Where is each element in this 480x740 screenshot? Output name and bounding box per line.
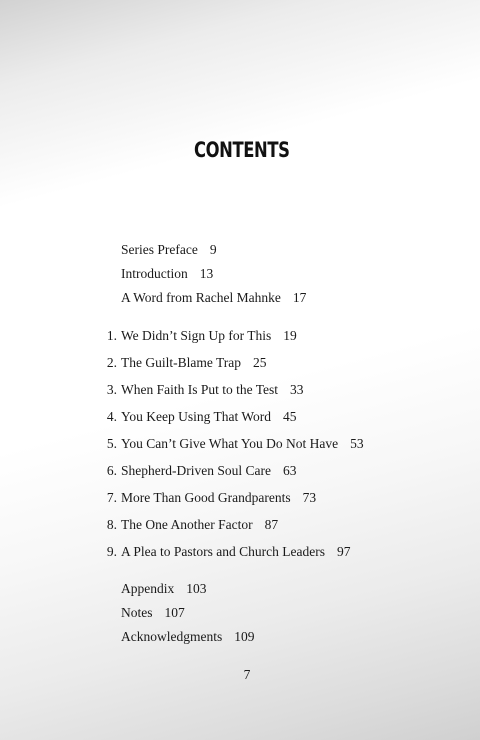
toc-entry-page: 19: [283, 328, 297, 343]
toc-entry-page: 53: [350, 436, 364, 451]
toc-entry-page: 107: [164, 605, 185, 620]
toc-entry-page: 109: [234, 629, 255, 644]
toc-entry-title: More Than Good Grandparents 73: [121, 490, 317, 505]
toc-entry-page: 17: [292, 290, 307, 305]
chapter-number: 2.: [106, 355, 117, 370]
toc-entry-title: Appendix 103: [121, 581, 207, 596]
toc-entry-page: 73: [302, 490, 317, 505]
chapter-number: 7.: [106, 490, 117, 505]
page-number: 7: [243, 667, 251, 682]
page-title: CONTENTS: [193, 138, 290, 162]
chapter-number: 8.: [106, 517, 117, 532]
toc-entry-title: You Keep Using That Word 45: [121, 409, 297, 424]
chapter-number: 3.: [106, 382, 117, 397]
toc-entry-page: 97: [336, 544, 351, 559]
toc-entry-title: A Word from Rachel Mahnke 17: [121, 290, 307, 305]
toc-entry-title: Acknowledgments 109: [121, 629, 255, 644]
toc-entry-title: Series Preface 9: [121, 242, 217, 257]
chapter-number: 6.: [106, 463, 117, 478]
chapter-number: 5.: [106, 436, 117, 451]
toc-entry-title: Introduction 13: [121, 266, 214, 281]
toc-entry-page: 63: [282, 463, 297, 478]
toc-entry-title: When Faith Is Put to the Test 33: [121, 382, 304, 397]
toc-entry-title: We Didn’t Sign Up for This 19: [121, 328, 297, 343]
toc-entry-page: 87: [264, 517, 279, 532]
toc-entry-title: You Can’t Give What You Do Not Have 53: [121, 436, 364, 451]
toc-entry-title: The Guilt-Blame Trap 25: [121, 355, 267, 370]
chapter-number: 9.: [106, 544, 117, 559]
toc-entry-title: Shepherd-Driven Soul Care 63: [121, 463, 297, 478]
toc-entry-page: 25: [253, 355, 267, 370]
toc-entry-page: 9: [209, 242, 217, 257]
toc-entry-page: 45: [283, 409, 297, 424]
toc-entry-page: 103: [186, 581, 207, 596]
chapter-number: 1.: [106, 328, 117, 343]
toc-entry-title: The One Another Factor 87: [121, 517, 279, 532]
toc-entry-page: 33: [290, 382, 304, 397]
toc-entry-title: Notes 107: [121, 605, 185, 620]
toc-entry-title: A Plea to Pastors and Church Leaders 97: [121, 544, 351, 559]
chapter-number: 4.: [106, 409, 117, 424]
toc-entry-page: 13: [199, 266, 214, 281]
